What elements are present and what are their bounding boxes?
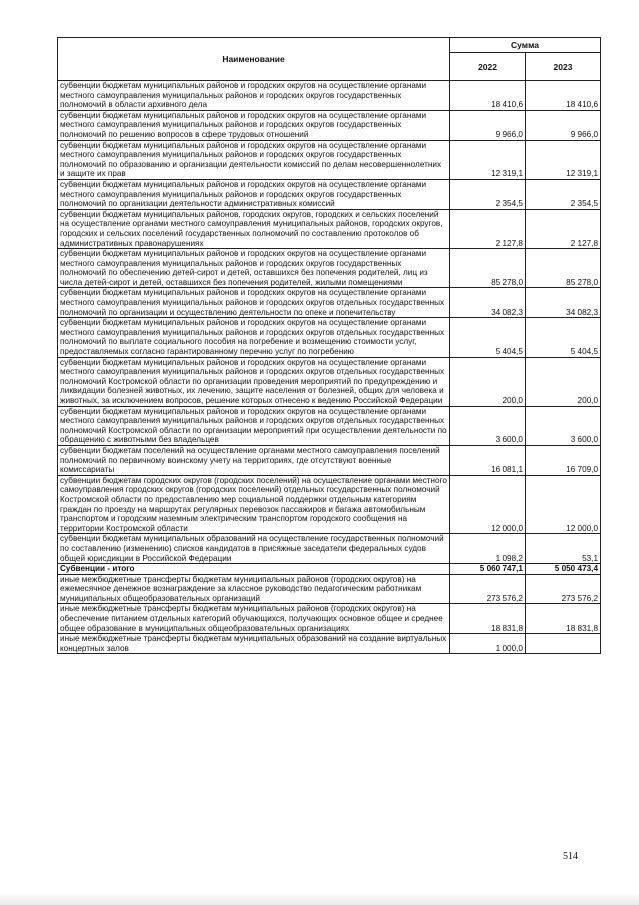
- value-2022: 200,0: [450, 357, 526, 406]
- table-row: [58, 574, 601, 604]
- row-name: субвенции бюджетам муниципальных районов и городских округов на осуществление органами местного самоуправления муниципальных районов и городских округов государственных полномочий по обеспечению детей-сирот и детей, оставшихся без попечения родителей, лиц из числа детей-сирот и детей, оставшихся без попечения родителей, жилыми помещениями: [58, 249, 450, 288]
- table-row: [58, 604, 601, 634]
- table-row: [58, 179, 601, 209]
- value-2022: 18 831,8: [450, 604, 526, 634]
- table-row: [58, 634, 601, 654]
- row-name: субвенции бюджетам муниципальных районов и городских округов на осуществление органами местного самоуправления муниципальных районов и городских округов отдельных государственных полномочий по организации и осуществлению деятельности по опеке и попечительству: [58, 288, 450, 318]
- value-2022: 18 410,6: [450, 81, 526, 111]
- row-name: субвенции бюджетам муниципальных районов, городских округов, городских и сельских поселений на осуществление органами местного самоуправления муниципальных районов, городских округов, городских и сельских поселений государственных полномочий по составлению протоколов об административных правонарушениях: [58, 209, 450, 248]
- total-row: [58, 564, 601, 575]
- value-2023: 2 354,5: [526, 179, 601, 209]
- row-name: иные межбюджетные трансферты бюджетам муниципальных районов (городских округов) на ежемесячное денежное вознаграждение за классное руководство педагогическим работникам муниципальных общеобразовательных организаций: [58, 574, 450, 604]
- column-header-year-2022: 2022: [450, 53, 526, 81]
- value-2023: 18 831,8: [526, 604, 601, 634]
- column-header-name: Наименование: [58, 38, 450, 81]
- value-2022: 1 098,2: [450, 534, 526, 564]
- row-name: субвенции бюджетам муниципальных районов и городских округов на осуществление органами местного самоуправления муниципальных районов и городских округов государственных полномочий по решению вопросов в сфере трудовых отношений: [58, 110, 450, 140]
- row-name: иные межбюджетные трансферты бюджетам муниципальных образований на создание виртуальных концертных залов: [58, 634, 450, 654]
- page-number: 514: [563, 851, 578, 862]
- value-2023: 12 000,0: [526, 475, 601, 534]
- value-2022: 2 127,8: [450, 209, 526, 248]
- column-header-sum: Сумма: [450, 38, 601, 53]
- value-2023: 16 709,0: [526, 445, 601, 475]
- table-row: [58, 475, 601, 534]
- row-name: субвенции бюджетам муниципальных районов и городских округов на осуществление органами местного самоуправления муниципальных районов и городских округов государственных полномочий по образованию и организации деятельности комиссий по делам несовершеннолетних и защите их прав: [58, 140, 450, 179]
- value-2022: 9 966,0: [450, 110, 526, 140]
- row-name: иные межбюджетные трансферты бюджетам муниципальных районов (городских округов) на обеспечение питанием отдельных категорий обучающихся, получающих основное общее и среднее общее образование в муниципальных общеобразовательных организациях: [58, 604, 450, 634]
- row-name: субвенции бюджетам поселений на осуществление органами местного самоуправления поселений полномочий по первичному воинскому учету на территориях, где отсутствуют военные комиссариаты: [58, 445, 450, 475]
- table-row: [58, 140, 601, 179]
- table-row: [58, 534, 601, 564]
- column-header-year-2023: 2023: [526, 53, 601, 81]
- row-name: субвенции бюджетам муниципальных районов и городских округов на осуществление органами местного самоуправления муниципальных районов и городских округов государственных полномочий в области архивного дела: [58, 81, 450, 111]
- table-row: [58, 318, 601, 357]
- table-body: [58, 81, 601, 654]
- value-2023: 85 278,0: [526, 249, 601, 288]
- row-name: субвенции бюджетам муниципальных районов и городских округов на осуществление органами местного самоуправления муниципальных районов и городских округов отдельных государственных полномочий Костромской области по организации мероприятий при осуществлении деятельности по обращению с животными без владельцев: [58, 406, 450, 445]
- table-row: [58, 357, 601, 406]
- value-2023: 9 966,0: [526, 110, 601, 140]
- row-name: субвенции бюджетам муниципальных районов и городских округов на осуществление органами местного самоуправления муниципальных районов и городских округов государственных полномочий по организации деятельности административных комиссий: [58, 179, 450, 209]
- table-row: [58, 406, 601, 445]
- value-2023: 12 319,1: [526, 140, 601, 179]
- value-2022: 5 404,5: [450, 318, 526, 357]
- value-2023: 200,0: [526, 357, 601, 406]
- value-2023: 3 600,0: [526, 406, 601, 445]
- table-row: [58, 249, 601, 288]
- value-2022: 3 600,0: [450, 406, 526, 445]
- table-row: [58, 81, 601, 111]
- row-name: субвенции бюджетам городских округов (городских поселений) на осуществление органами местного самоуправления городских округов (городских поселений) отдельных государственных полномочий Костромской области по предоставлению мер социальной поддержки отдельным категориям граждан по проезду на маршрутах регулярных перевозок пассажиров и багажа автомобильным транспортом и городским наземным электрическим транспортом городского сообщения на территории Костромской области: [58, 475, 450, 534]
- table-row: [58, 110, 601, 140]
- value-2022: 5 060 747,1: [450, 564, 526, 575]
- value-2022: 273 576,2: [450, 574, 526, 604]
- value-2022: 1 000,0: [450, 634, 526, 654]
- budget-table: [57, 37, 601, 654]
- row-name: Субвенции - итого: [58, 564, 450, 575]
- table-row: [58, 288, 601, 318]
- value-2023: 2 127,8: [526, 209, 601, 248]
- value-2023: 53,1: [526, 534, 601, 564]
- value-2022: 12 319,1: [450, 140, 526, 179]
- row-name: субвенции бюджетам муниципальных районов и городских округов на осуществление органами местного самоуправления муниципальных районов и городских округов отдельных государственных полномочий Костромской области по организации проведения мероприятий по предупреждению и ликвидации болезней животных, их лечению, защите населения от болезней, общих для человека и животных, за исключением вопросов, решение которых отнесено к ведению Российской Федерации: [58, 357, 450, 406]
- value-2022: 2 354,5: [450, 179, 526, 209]
- value-2023: 5 050 473,4: [526, 564, 601, 575]
- row-name: субвенции бюджетам муниципальных районов и городских округов на осуществление органами местного самоуправления муниципальных районов и городских округов отдельных государственных полномочий по выплате социального пособия на погребение и возмещению стоимости услуг, предоставляемых согласно гарантированному перечню услуг по погребению: [58, 318, 450, 357]
- table-row: [58, 209, 601, 248]
- scan-bottom-edge: [0, 893, 639, 905]
- table-row: [58, 445, 601, 475]
- value-2023: 5 404,5: [526, 318, 601, 357]
- value-2022: 12 000,0: [450, 475, 526, 534]
- value-2022: 16 081,1: [450, 445, 526, 475]
- value-2022: 34 082,3: [450, 288, 526, 318]
- value-2022: 85 278,0: [450, 249, 526, 288]
- value-2023: 34 082,3: [526, 288, 601, 318]
- row-name: субвенции бюджетам муниципальных образований на осуществление государственных полномочий по составлению (изменению) списков кандидатов в присяжные заседатели федеральных судов общей юрисдикции в Российской Федерации: [58, 534, 450, 564]
- value-2023: 18 410,6: [526, 81, 601, 111]
- value-2023: [526, 634, 601, 654]
- value-2023: 273 576,2: [526, 574, 601, 604]
